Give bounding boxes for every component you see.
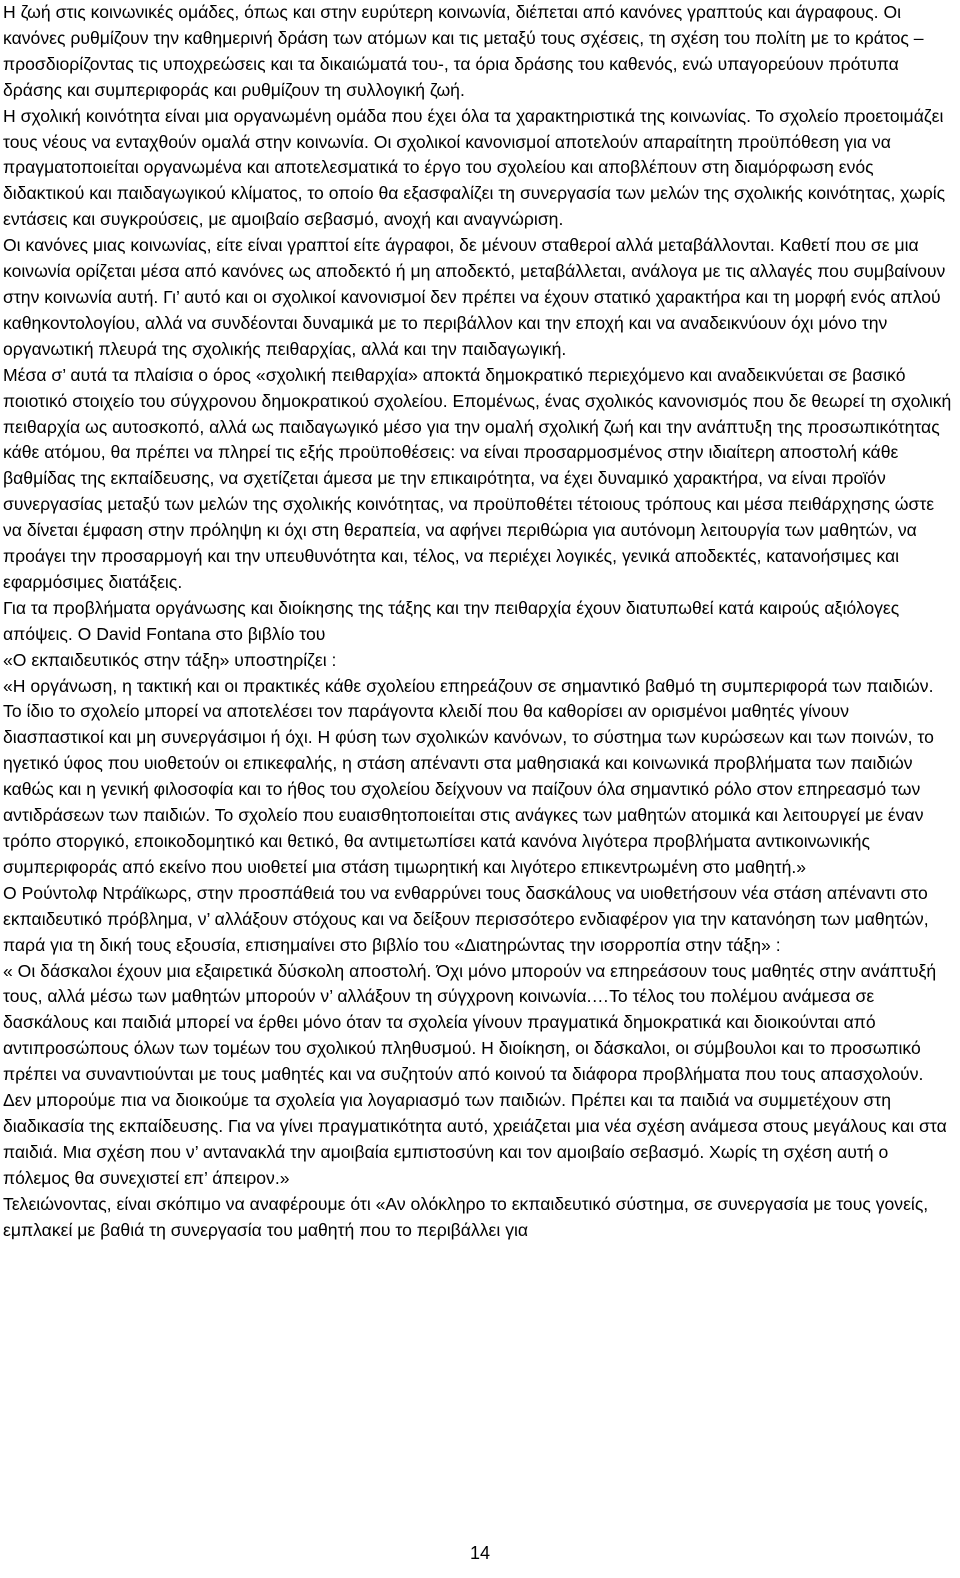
paragraph-10: Τελειώνοντας, είναι σκόπιμο να αναφέρουμε ότι «Αν ολόκληρο το εκπαιδευτικό σύστημα, σε συνεργασία με τους γονείς, εμπλακεί με βαθιά τη συνεργασία του μαθητή που το περιβάλλει για	[3, 1193, 929, 1240]
page-number: 14	[469, 1543, 491, 1563]
paragraph-5: Για τα προβλήματα οργάνωσης και διοίκησης της τάξης και την πειθαρχία έχουν διατυπωθεί κατά καιρούς αξιόλογες απόψεις. Ο David Fontana στο βιβλίο του	[3, 597, 900, 644]
paragraph-3: Οι κανόνες μιας κοινωνίας, είτε είναι γραπτοί είτε άγραφοι, δε μένουν σταθεροί αλλά μεταβάλλονται. Καθετί που σε μια κοινωνία ορίζεται μέσα από κανόνες ως αποδεκτό ή μη αποδεκτό, μεταβάλλεται, ανάλογα με τις αλλαγές που συμβαίνουν στην κοινωνία αυτή. Γι’ αυτό και οι σχολικοί κανονισμοί δεν πρέπει να έχουν στατικό χαρακτήρα και τη μορφή ενός απλού καθηκοντολογίου, αλλά να συνδέονται δυναμικά με το περιβάλλον και την εποχή και να αναδεικνύουν όχι μόνο την οργανωτική πλευρά της σχολικής πειθαρχίας, αλλά και την παιδαγωγική.	[3, 235, 946, 359]
quote-dreikurs: « Οι δάσκαλοι έχουν μια εξαιρετικά δύσκολη αποστολή. Όχι μόνο μπορούν να επηρεάσουν τους μαθητές στην ανάπτυξή τους, αλλά μέσω των μαθητών μπορούν ν’ αλλάξουν τη σύγχρονη κοινωνία.…Το τέλος του πολέμου ανάμεσα σε δασκάλους και παιδιά μπορεί να έρθει μόνο όταν τα σχολεία γίνουν πραγματικά δημοκρατικά και διοικούνται από αντιπροσώπους όλων των τομέων του σχολικού πληθυσμού. Η διοίκηση, οι δάσκαλοι, οι σύμβουλοι και το προσωπικό πρέπει να συναντιούνται με τους μαθητές και να συζητούν από κοινού τα διάφορα προβλήματα που τους απασχολούν. Δεν μπορούμε πια να διοικούμε τα σχολεία για λογαριασμό των παιδιών. Πρέπει και τα παιδιά να συμμετέχουν στη διαδικασία της εκπαίδευσης. Για να γίνει πραγματικότητα αυτό, χρειάζεται μια νέα σχέση ανάμεσα στους μεγάλους και στα παιδιά. Μια σχέση που ν’ αντανακλά την αμοιβαία εμπιστοσύνη και τον αμοιβαίο σεβασμό. Χωρίς τη σχέση αυτή ο πόλεμος θα συνεχιστεί επ’ άπειρον.»	[3, 960, 947, 1188]
paragraph-6: «Ο εκπαιδευτικός στην τάξη» υποστηρίζει :	[3, 649, 337, 670]
document-page	[3, 0, 953, 1244]
paragraph-2: Η σχολική κοινότητα είναι μια οργανωμένη ομάδα που έχει όλα τα χαρακτηριστικά της κοινωνίας. Το σχολείο προετοιμάζει τους νέους να ενταχθούν ομαλά στην κοινωνία. Οι σχολικοί κανονισμοί αποτελούν απαραίτητη προϋπόθεση για να πραγματοποιείται οργανωμένα και αποτελεσματικά το έργο του σχολείου και αποβλέπουν στη διαμόρφωση ενός διδακτικού και παιδαγωγικού κλίματος, το οποίο θα εξασφαλίζει τη συνεργασία των μελών της σχολικής κοινότητας, χωρίς εντάσεις και συγκρούσεις, με αμοιβαίο σεβασμό, ανοχή και αναγνώριση.	[3, 105, 946, 230]
paragraph-4: Μέσα σ’ αυτά τα πλαίσια ο όρος «σχολική πειθαρχία» αποκτά δημοκρατικό περιεχόμενο και αναδεικνύεται σε βασικό ποιοτικό στοιχείο του σύγχρονου δημοκρατικού σχολείου. Επομένως, ένας σχολικός κανονισμός που δε θεωρεί τη σχολική πειθαρχία ως αυτοσκοπό, αλλά ως παιδαγωγικό μέσο για την ομαλή σχολική ζωή και την ανάπτυξη της προσωπικότητας κάθε ατόμου, θα πρέπει να πληρεί τις εξής προϋποθέσεις: να είναι προσαρμοσμένος στην ιδιαίτερη αποστολή κάθε βαθμίδας της εκπαίδευσης, να σχετίζεται άμεσα με την επικαιρότητα, να έχει δυναμικό χαρακτήρα, να είναι προϊόν συνεργασίας μεταξύ των μελών της σχολικής κοινότητας, να προϋποθέτει τέτοιους τρόπους και μέσα πειθάρχησης ώστε να δίνεται έμφαση στην πρόληψη κι όχι στη θεραπεία, να αφήνει περιθώρια για αυτόνομη λειτουργία των μαθητών, να προάγει την προσαρμογή και την υπευθυνότητα και, τέλος, να περιέχει λογικές, γενικά αποδεκτές, κατανοήσιμες και εφαρμόσιμες διατάξεις.	[3, 364, 952, 592]
paragraph-8: Ο Ρούντολφ Ντράϊκωρς, στην προσπάθειά του να ενθαρρύνει τους δασκάλους να υιοθετήσουν νέα στάση απέναντι στο εκπαιδευτικό πρόβλημα, ν’ αλλάξουν στόχους και να δείξουν περισσότερο ενδιαφέρον για την κατανόηση των μαθητών, παρά για τη δική τους εξουσία, επισημαίνει στο βιβλίο του «Διατηρώντας την ισορροπία στην τάξη» :	[3, 882, 929, 955]
paragraph-1: Η ζωή στις κοινωνικές ομάδες, όπως και στην ευρύτερη κοινωνία, διέπεται από κανόνες γραπτούς και άγραφους. Οι κανόνες ρυθμίζουν την καθημερινή δράση των ατόμων και τις μεταξύ τους σχέσεις, τη σχέση του πολίτη με το κράτος –προσδιορίζοντας τις υποχρεώσεις και τα δικαιώματά του-, τα όρια δράσης του καθενός, ενώ υπαγορεύουν πρότυπα δράσης και συμπεριφοράς και ρυθμίζουν τη συλλογική ζωή.	[3, 2, 924, 100]
quote-fontana: «Η οργάνωση, η τακτική και οι πρακτικές κάθε σχολείου επηρεάζουν σε σημαντικό βαθμό τη συμπεριφορά των παιδιών. Το ίδιο το σχολείο μπορεί να αποτελέσει τον παράγοντα κλειδί που θα καθορίσει αν ορισμένοι μαθητές γίνουν διασπαστικοί και μη συνεργάσιμοι ή όχι. Η φύση των σχολικών κανόνων, το σύστημα των κυρώσεων και των ποινών, το ηγετικό ύφος που υιοθετούν οι επικεφαλής, η στάση απέναντι στα μαθησιακά και κοινωνικά προβλήματα των παιδιών καθώς και η γενική φιλοσοφία και το ήθος του σχολείου δείχνουν να παίζουν όλα σημαντικό ρόλο στον επηρεασμό των αντιδράσεων των παιδιών. Το σχολείο που ευαισθητοποιείται στις ανάγκες των μαθητών ατομικά και λειτουργεί με έναν τρόπο στοργικό, εποικοδομητικό και θετικό, θα αντιμετωπίσει κατά κανόνα λιγότερα προβλήματα αντικοινωνικής συμπεριφοράς από εκείνο που υιοθετεί μια στάση τιμωρητική και λιγότερο επικεντρωμένη στο μαθητή.»	[3, 675, 934, 877]
